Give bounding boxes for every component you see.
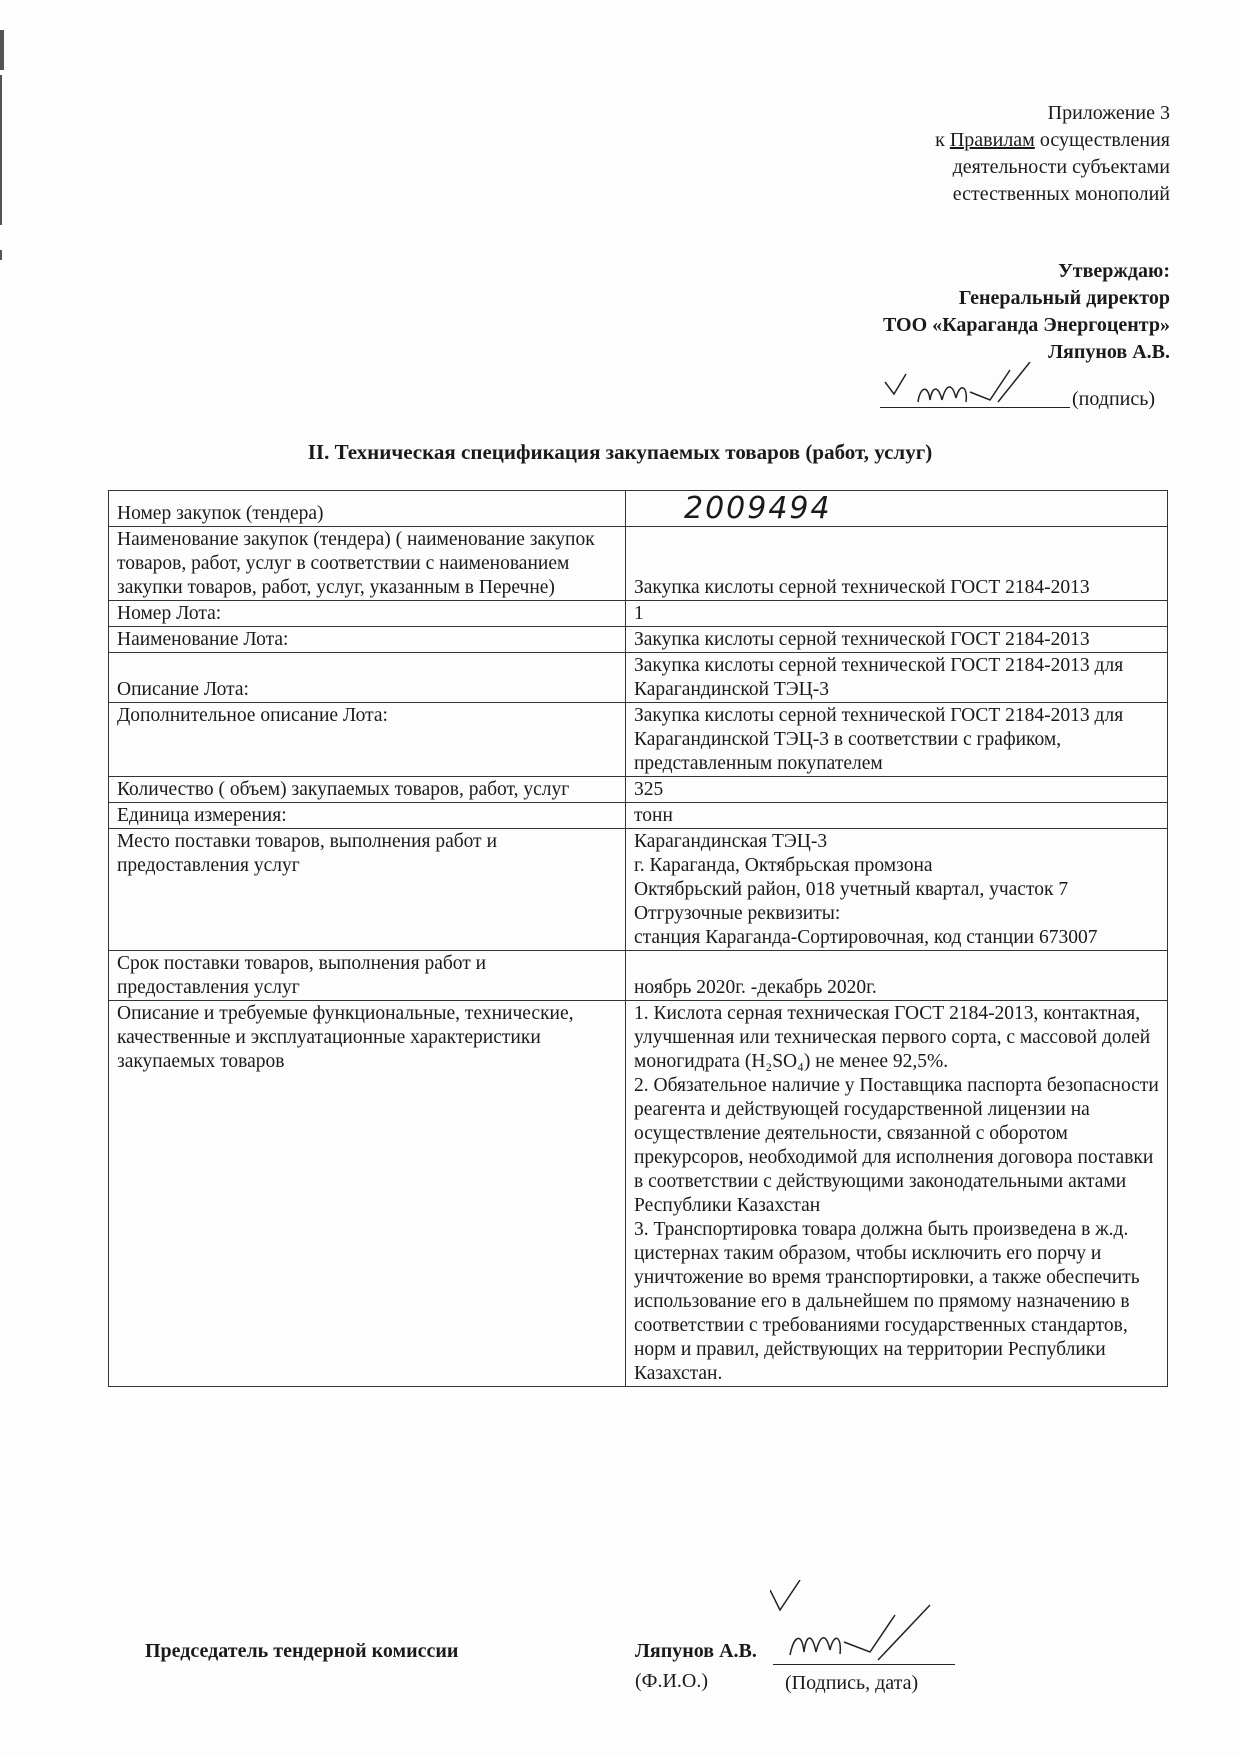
director-signature — [880, 362, 1080, 412]
specification-table — [108, 490, 1168, 1387]
row-label: Количество ( объем) закупаемых товаров, работ, услуг — [109, 777, 626, 803]
table-row — [109, 803, 1168, 829]
table-row — [109, 653, 1168, 703]
approval-name: Ляпунов А.В. — [1048, 341, 1170, 363]
approval-block — [883, 258, 1170, 366]
approval-position: Генеральный директор — [958, 287, 1170, 309]
table-row — [109, 777, 1168, 803]
row-label: Срок поставки товаров, выполнения работ и предоставления услуг — [109, 951, 626, 1001]
director-signature-line — [880, 407, 1070, 408]
rules-link[interactable]: Правилам — [949, 129, 1035, 151]
fio-caption: (Ф.И.О.) — [635, 1670, 709, 1692]
row-label: Наименование Лота: — [109, 627, 626, 653]
delivery-line: Отгрузочные реквизиты: — [634, 903, 841, 924]
requirement-item: 1. Кислота серная техническая ГОСТ 2184-2013, контактная, улучшенная или техническая первого сорта, с массовой долей моногидрата (H₂SO₄) не менее 92,5%. — [634, 1003, 1151, 1072]
row-value: Закупка кислоты серной технической ГОСТ 2184-2013 для Карагандинской ТЭЦ-3 в соответствии с графиком, представленным покупателем — [626, 703, 1168, 777]
row-label: Наименование закупок (тендера) ( наименование закупок товаров, работ, услуг в соответствии с наименованием закупки товаров, работ, услуг, указанным в Перечне) — [109, 527, 626, 601]
footer-signature-block — [145, 1640, 1145, 1720]
delivery-line: г. Караганда, Октябрьская промзона — [634, 855, 933, 876]
delivery-line: станция Караганда-Сортировочная, код станции 673007 — [634, 927, 1098, 948]
row-value: 325 — [626, 777, 1168, 803]
row-label: Место поставки товаров, выполнения работ и предоставления услуг — [109, 829, 626, 951]
row-value: Закупка кислоты серной технической ГОСТ 2184-2013 — [626, 627, 1168, 653]
table-row — [109, 527, 1168, 601]
requirement-item: 2. Обязательное наличие у Поставщика паспорта безопасности реагента и действующей государственной лицензии на осуществление деятельности, связанной с оборотом прекурсоров, необходимой для исполнения договора поставки в соответствии с действующими законодательными актами Республики Казахстан — [634, 1075, 1159, 1216]
row-label: Описание и требуемые функциональные, технические, качественные и эксплуатационные характеристики закупаемых товаров — [109, 1001, 626, 1387]
row-value: 1 — [626, 601, 1168, 627]
scan-edge-artifact — [0, 0, 6, 1754]
table-row — [109, 627, 1168, 653]
signature-caption: (подпись) — [1072, 388, 1156, 410]
chair-signature-line — [773, 1664, 955, 1665]
table-row — [109, 829, 1168, 951]
row-value: Закупка кислоты серной технической ГОСТ 2184-2013 — [626, 527, 1168, 601]
row-label: Дополнительное описание Лота: — [109, 703, 626, 777]
row-label: Описание Лота: — [109, 653, 626, 703]
requirement-item: 3. Транспортировка товара должна быть произведена в ж.д. цистернах таким образом, чтобы исключить его порчу и уничтожение во время транспортировки, а также обеспечить использование его в дальнейшем по прямому назначению в соответствии с требованиями государственных стандартов, норм и правил, действующих на территории Республики Казахстан. — [634, 1219, 1140, 1384]
approval-company: ТОО «Караганда Энергоцентр» — [882, 314, 1170, 336]
table-row — [109, 1001, 1168, 1387]
row-value: ноябрь 2020г. -декабрь 2020г. — [626, 951, 1168, 1001]
table-row — [109, 703, 1168, 777]
delivery-line: Карагандинская ТЭЦ-3 — [634, 831, 828, 852]
appendix-line3: деятельности субъектами — [952, 156, 1170, 178]
row-label: Единица измерения: — [109, 803, 626, 829]
row-label: Номер Лота: — [109, 601, 626, 627]
row-value — [626, 1001, 1168, 1387]
row-label: Номер закупок (тендера) — [109, 491, 626, 527]
chair-name: Ляпунов А.В. — [635, 1640, 757, 1662]
appendix-line4: естественных монополий — [952, 183, 1170, 205]
table-row — [109, 491, 1168, 527]
row-value: тонн — [626, 803, 1168, 829]
appendix-number: Приложение 3 — [1047, 102, 1170, 124]
sign-date-caption: (Подпись, дата) — [785, 1672, 919, 1694]
appendix-header — [935, 100, 1170, 208]
section-title: II. Техническая спецификация закупаемых товаров (работ, услуг) — [307, 440, 933, 464]
table-row — [109, 601, 1168, 627]
chair-label: Председатель тендерной комиссии — [145, 1640, 459, 1662]
table-row — [109, 951, 1168, 1001]
appendix-rules-line: к Правилам осуществления — [935, 129, 1170, 151]
row-value: Закупка кислоты серной технической ГОСТ 2184-2013 для Карагандинской ТЭЦ-3 — [626, 653, 1168, 703]
row-value — [626, 491, 1168, 527]
row-value — [626, 829, 1168, 951]
delivery-line: Октябрьский район, 018 учетный квартал, участок 7 — [634, 879, 1069, 900]
tender-number-handwritten: 2009494 — [684, 491, 832, 526]
approval-heading: Утверждаю: — [1058, 260, 1170, 282]
